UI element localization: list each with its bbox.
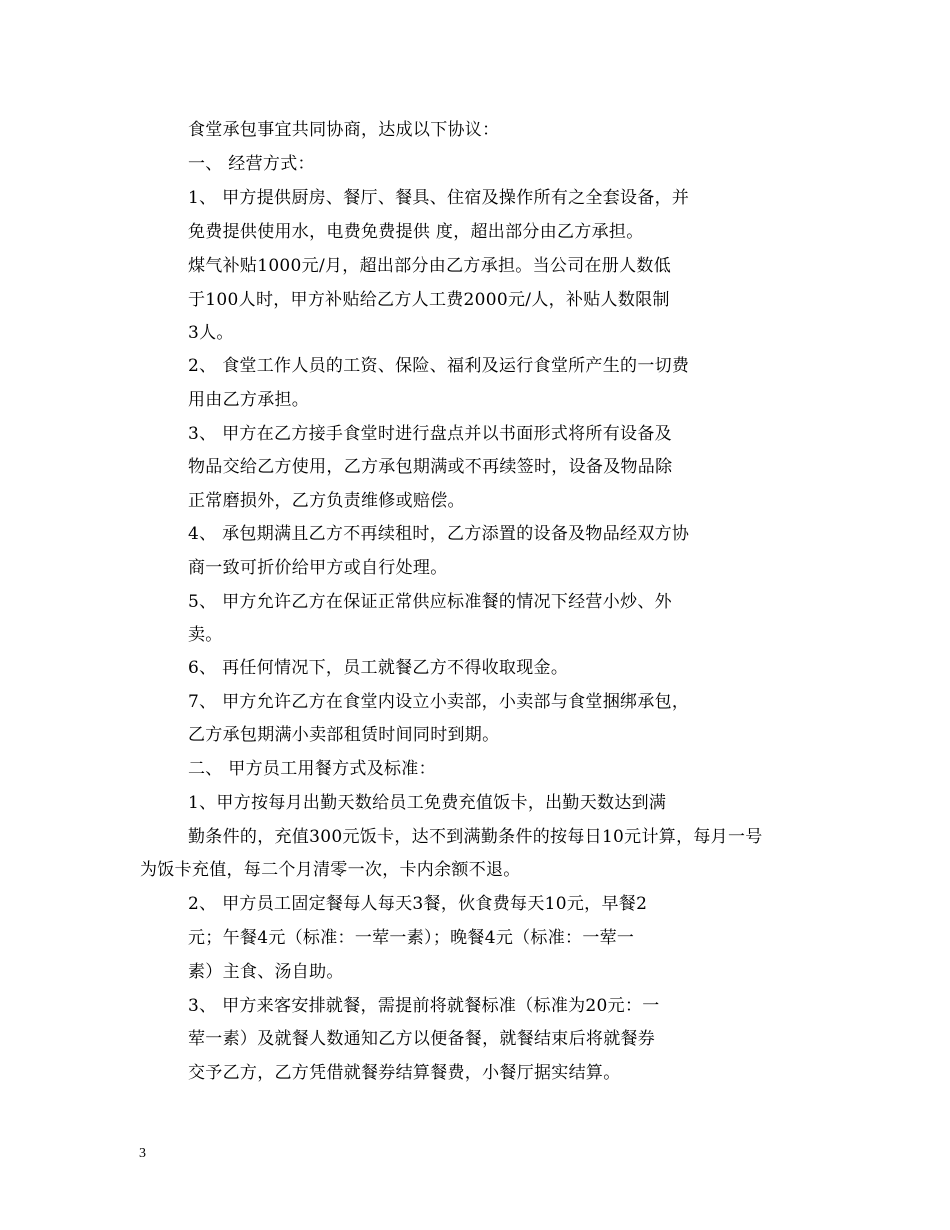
text-line: 4、 承包期满且乙方不再续租时，乙方添置的设备及物品经双方协 — [188, 524, 690, 544]
text-line: 2、 食堂工作人员的工资、保险、福利及运行食堂所产生的一切费 — [188, 356, 690, 376]
text-line: 勤条件的，充值300元饭卡，达不到满勤条件的按每日10元计算，每月一号 — [188, 827, 763, 847]
text-line: 2、 甲方员工固定餐每人每天3餐，伙食费每天10元，早餐2 — [188, 894, 648, 914]
text-line: 用由乙方承担。 — [188, 390, 310, 410]
text-line: 卖。 — [188, 625, 223, 645]
text-line: 乙方承包期满小卖部租赁时间同时到期。 — [188, 725, 500, 745]
text-line: 正常磨损外，乙方负责维修或赔偿。 — [188, 491, 465, 511]
text-line: 食堂承包事宜共同协商，达成以下协议： — [188, 120, 500, 140]
text-line: 1、甲方按每月出勤天数给员工免费充值饭卡，出勤天数达到满 — [188, 793, 667, 813]
text-line: 荤一素）及就餐人数通知乙方以便备餐，就餐结束后将就餐券 — [188, 1029, 656, 1049]
text-line: 3、 甲方在乙方接手食堂时进行盘点并以书面形式将所有设备及 — [188, 424, 672, 444]
text-line: 1、 甲方提供厨房、餐厅、餐具、住宿及操作所有之全套设备，并 — [188, 188, 690, 208]
text-line: 于100人时，甲方补贴给乙方人工费2000元/人，补贴人数限制 — [188, 290, 670, 310]
text-line: 免费提供使用水，电费免费提供 度，超出部分由乙方承担。 — [188, 222, 644, 242]
page-number: 3 — [139, 1146, 146, 1161]
text-line: 7、 甲方允许乙方在食堂内设立小卖部，小卖部与食堂捆绑承包， — [188, 692, 690, 712]
text-line: 元；午餐4元（标准：一荤一素）；晚餐4元（标准：一荤一 — [188, 928, 635, 948]
text-line: 素）主食、汤自助。 — [188, 962, 344, 982]
text-line: 煤气补贴1000元/月，超出部分由乙方承担。当公司在册人数低 — [188, 256, 671, 276]
text-line: 为饭卡充值，每二个月清零一次，卡内余额不退。 — [140, 860, 521, 880]
text-line: 3人。 — [188, 323, 234, 343]
text-line: 3、 甲方来客安排就餐，需提前将就餐标准（标准为20元：一 — [188, 996, 660, 1016]
section-heading: 二、 甲方员工用餐方式及标准： — [188, 759, 436, 779]
text-line: 6、 再任何情况下，员工就餐乙方不得收取现金。 — [188, 658, 569, 678]
section-heading: 一、 经营方式： — [188, 154, 315, 174]
text-line: 物品交给乙方使用，乙方承包期满或不再续签时，设备及物品除 — [188, 457, 673, 477]
text-line: 5、 甲方允许乙方在保证正常供应标准餐的情况下经营小炒、外 — [188, 592, 672, 612]
text-line: 商一致可折价给甲方或自行处理。 — [188, 558, 448, 578]
text-line: 交予乙方，乙方凭借就餐券结算餐费，小餐厅据实结算。 — [188, 1063, 621, 1083]
